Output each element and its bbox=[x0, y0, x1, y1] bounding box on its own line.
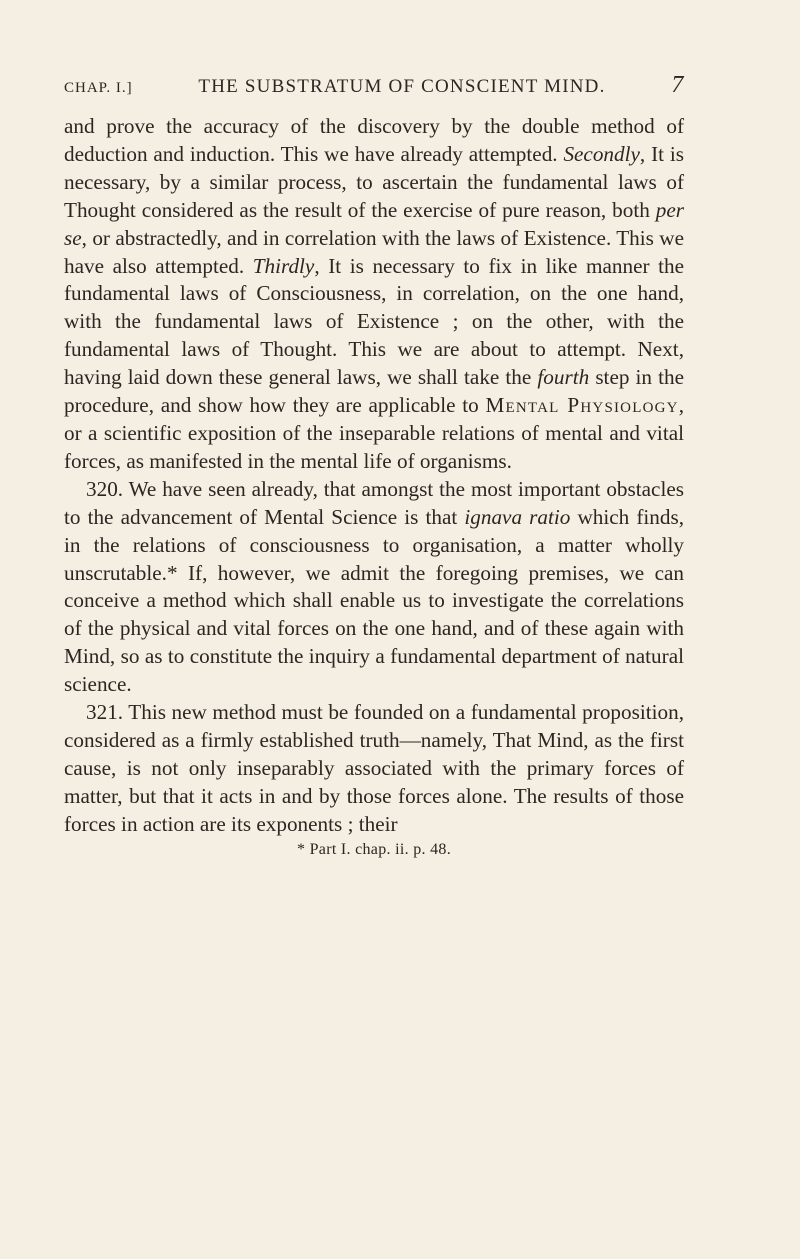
italic-run: fourth bbox=[537, 365, 590, 390]
text-run: , It is necessary to fix in like manner the fundamental laws of Consciousness, in correlation, on the one hand, with the fundamental laws of Existence ; on the other, with the fundamental laws of Thought. This we are about to attempt. Next, having laid down these general laws, we shall take the bbox=[64, 253, 684, 390]
text-run: step in the procedure, and show how they are applicable to bbox=[64, 365, 685, 418]
paragraph-continuation bbox=[64, 113, 684, 476]
paragraph-321 bbox=[64, 699, 684, 839]
paragraph-320 bbox=[64, 476, 684, 699]
small-caps-run: Mental Physiology bbox=[485, 393, 679, 418]
running-title: THE SUBSTRATUM OF CONSCIENT MIND. bbox=[198, 76, 606, 97]
text-run: which finds, in the relations of consciousness to organisation, a matter wholly unscrutable.* If, however, we admit the foregoing premises, we can conceive a method which shall enable us to investigate the correlations of the physical and vital forces on the one hand, and of these again with Mind, so as to constitute the inquiry a fundamental department of natural science. bbox=[64, 504, 685, 697]
page-number: 7 bbox=[671, 72, 684, 98]
text-run: , or abstractedly, and in correlation with the laws of Existence. This we have also attempted. bbox=[64, 225, 684, 278]
italic-run: ignava ratio bbox=[464, 504, 571, 529]
book-page bbox=[64, 72, 684, 859]
text-run: 321. This new method must be founded on a fundamental proposition, considered as a firmly established truth—namely, That Mind, as the first cause, is not only inseparably associated with the primary forces of matter, but that it acts in and by those forces alone. The results of those forces in action are its exponents ; their bbox=[64, 700, 684, 836]
body-text bbox=[64, 113, 684, 839]
text-run: , It is necessary, by a similar process, to ascertain the fundamental laws of Thought considered as the result of the exercise of pure reason, both bbox=[64, 141, 684, 222]
italic-run: Thirdly bbox=[252, 253, 315, 278]
chapter-label: CHAP. I.] bbox=[64, 80, 133, 96]
text-run: 320. We have seen already, that amongst the most important obstacles to the advancement of Mental Science is that bbox=[64, 476, 684, 529]
running-head bbox=[64, 72, 684, 99]
italic-run: per se bbox=[64, 197, 684, 250]
italic-run: Secondly bbox=[563, 141, 640, 166]
text-run: and prove the accuracy of the discovery by the double method of deduction and induction. This we have already attempted. bbox=[64, 114, 684, 166]
footnote: * Part I. chap. ii. p. 48. bbox=[297, 840, 451, 858]
text-run: , or a scientific exposition of the inseparable relations of mental and vital forces, as manifested in the mental life of organisms. bbox=[64, 393, 684, 473]
